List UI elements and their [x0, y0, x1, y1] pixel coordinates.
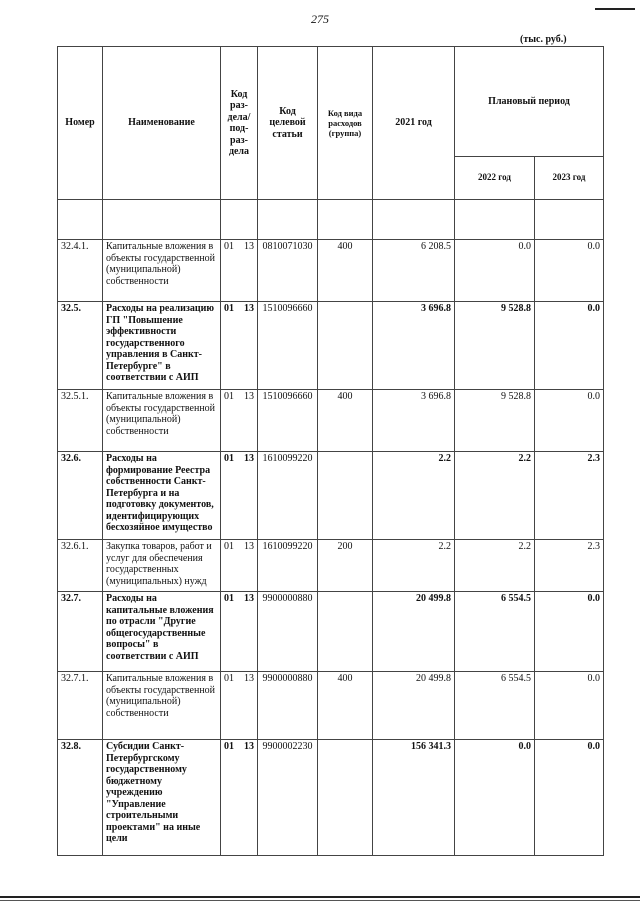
- row-section: 01: [224, 391, 234, 402]
- row-target-code: 9900000880: [258, 672, 318, 740]
- row-section-code: [221, 452, 258, 540]
- row-subsection: 13: [244, 303, 254, 314]
- row-value-2023: 0.0: [535, 672, 604, 740]
- row-section: 01: [224, 241, 234, 252]
- row-expense-type: [318, 302, 373, 390]
- row-number: 32.7.1.: [58, 672, 103, 740]
- header-year-2022: 2022 год: [455, 157, 535, 200]
- header-spacer-cell: [535, 200, 604, 240]
- header-spacer-cell: [373, 200, 455, 240]
- bottom-rule: [0, 896, 640, 898]
- row-subsection: 13: [244, 741, 254, 752]
- header-spacer-cell: [258, 200, 318, 240]
- header-year-2021: 2021 год: [373, 47, 455, 200]
- row-target-code: 9900002230: [258, 740, 318, 856]
- scan-edge-mark: [595, 8, 635, 10]
- row-number: 32.5.1.: [58, 390, 103, 452]
- row-section-code: [221, 540, 258, 592]
- header-section-code: Код раз-дела/ под-раз-дела: [221, 47, 258, 200]
- header-year-2023: 2023 год: [535, 157, 604, 200]
- budget-table: [57, 46, 604, 856]
- row-value-2022: 0.0: [455, 740, 535, 856]
- row-section: 01: [224, 541, 234, 552]
- row-section-code: [221, 302, 258, 390]
- table-row: [58, 540, 604, 592]
- row-value-2022: 6 554.5: [455, 672, 535, 740]
- units-label: (тыс. руб.): [520, 34, 567, 45]
- row-section: 01: [224, 741, 234, 752]
- row-value-2023: 0.0: [535, 390, 604, 452]
- header-spacer-cell: [58, 200, 103, 240]
- row-target-code: 0810071030: [258, 240, 318, 302]
- row-expense-type: [318, 452, 373, 540]
- row-section: 01: [224, 673, 234, 684]
- row-subsection: 13: [244, 593, 254, 604]
- row-value-2022: 2.2: [455, 452, 535, 540]
- row-section-code: [221, 240, 258, 302]
- row-name: Расходы на формирование Реестра собственности Санкт-Петербурга и на подготовку документов, идентифицирующих бесхозяйное имущество: [103, 452, 221, 540]
- row-name: Субсидии Санкт-Петербургскому государственному бюджетному учреждению "Управление строительными проектами" на иные цели: [103, 740, 221, 856]
- row-section: 01: [224, 303, 234, 314]
- row-section-code: [221, 740, 258, 856]
- header-planning-period: Плановый период: [455, 47, 604, 157]
- row-value-2022: 9 528.8: [455, 302, 535, 390]
- row-number: 32.6.: [58, 452, 103, 540]
- row-value-2021: 3 696.8: [373, 302, 455, 390]
- row-expense-type: 400: [318, 240, 373, 302]
- row-value-2022: 9 528.8: [455, 390, 535, 452]
- row-target-code: 1510096660: [258, 390, 318, 452]
- row-number: 32.5.: [58, 302, 103, 390]
- row-expense-type: [318, 740, 373, 856]
- row-value-2023: 0.0: [535, 302, 604, 390]
- page-number: 275: [311, 12, 329, 26]
- row-value-2022: 6 554.5: [455, 592, 535, 672]
- row-subsection: 13: [244, 241, 254, 252]
- row-expense-type: 400: [318, 390, 373, 452]
- header-spacer-cell: [318, 200, 373, 240]
- row-target-code: 1610099220: [258, 452, 318, 540]
- row-section-code: [221, 672, 258, 740]
- row-expense-type: [318, 592, 373, 672]
- table-body: [58, 240, 604, 856]
- row-name: Капитальные вложения в объекты государственной (муниципальной) собственности: [103, 672, 221, 740]
- row-subsection: 13: [244, 673, 254, 684]
- table-row: [58, 302, 604, 390]
- row-value-2021: 20 499.8: [373, 672, 455, 740]
- header-target-code: Код целевой статьи: [258, 47, 318, 200]
- row-name: Расходы на реализацию ГП "Повышение эффективности государственного управления в Санкт-Петербурге" в соответствии с АИП: [103, 302, 221, 390]
- row-value-2021: 156 341.3: [373, 740, 455, 856]
- row-value-2023: 0.0: [535, 592, 604, 672]
- header-expense-type: Код вида расходов (группа): [318, 47, 373, 200]
- row-target-code: 1610099220: [258, 540, 318, 592]
- row-value-2021: 2.2: [373, 540, 455, 592]
- row-target-code: 9900000880: [258, 592, 318, 672]
- row-expense-type: 200: [318, 540, 373, 592]
- header-spacer-cell: [103, 200, 221, 240]
- row-section-code: [221, 592, 258, 672]
- row-section-code: [221, 390, 258, 452]
- row-name: Расходы на капитальные вложения по отрасли "Другие общегосударственные вопросы" в соответствии с АИП: [103, 592, 221, 672]
- row-value-2022: 2.2: [455, 540, 535, 592]
- header-number: Номер: [58, 47, 103, 200]
- row-number: 32.6.1.: [58, 540, 103, 592]
- row-name: Капитальные вложения в объекты государственной (муниципальной) собственности: [103, 240, 221, 302]
- row-number: 32.8.: [58, 740, 103, 856]
- table-row: [58, 740, 604, 856]
- table-row: [58, 390, 604, 452]
- row-name: Капитальные вложения в объекты государственной (муниципальной) собственности: [103, 390, 221, 452]
- row-value-2021: 6 208.5: [373, 240, 455, 302]
- row-subsection: 13: [244, 391, 254, 402]
- row-number: 32.7.: [58, 592, 103, 672]
- table-row: [58, 592, 604, 672]
- row-value-2022: 0.0: [455, 240, 535, 302]
- row-value-2021: 2.2: [373, 452, 455, 540]
- table-row: [58, 452, 604, 540]
- row-value-2023: 0.0: [535, 240, 604, 302]
- row-value-2021: 3 696.8: [373, 390, 455, 452]
- table-row: [58, 240, 604, 302]
- row-section: 01: [224, 593, 234, 604]
- row-value-2021: 20 499.8: [373, 592, 455, 672]
- row-expense-type: 400: [318, 672, 373, 740]
- bottom-rule-thin: [0, 900, 640, 901]
- header-spacer-cell: [455, 200, 535, 240]
- row-value-2023: 2.3: [535, 540, 604, 592]
- table-row: [58, 672, 604, 740]
- header-spacer-cell: [221, 200, 258, 240]
- row-subsection: 13: [244, 453, 254, 464]
- row-subsection: 13: [244, 541, 254, 552]
- row-value-2023: 2.3: [535, 452, 604, 540]
- row-section: 01: [224, 453, 234, 464]
- row-value-2023: 0.0: [535, 740, 604, 856]
- header-name: Наименование: [103, 47, 221, 200]
- row-name: Закупка товаров, работ и услуг для обеспечения государственных (муниципальных) нужд: [103, 540, 221, 592]
- row-target-code: 1510096660: [258, 302, 318, 390]
- table-header: [58, 47, 604, 240]
- row-number: 32.4.1.: [58, 240, 103, 302]
